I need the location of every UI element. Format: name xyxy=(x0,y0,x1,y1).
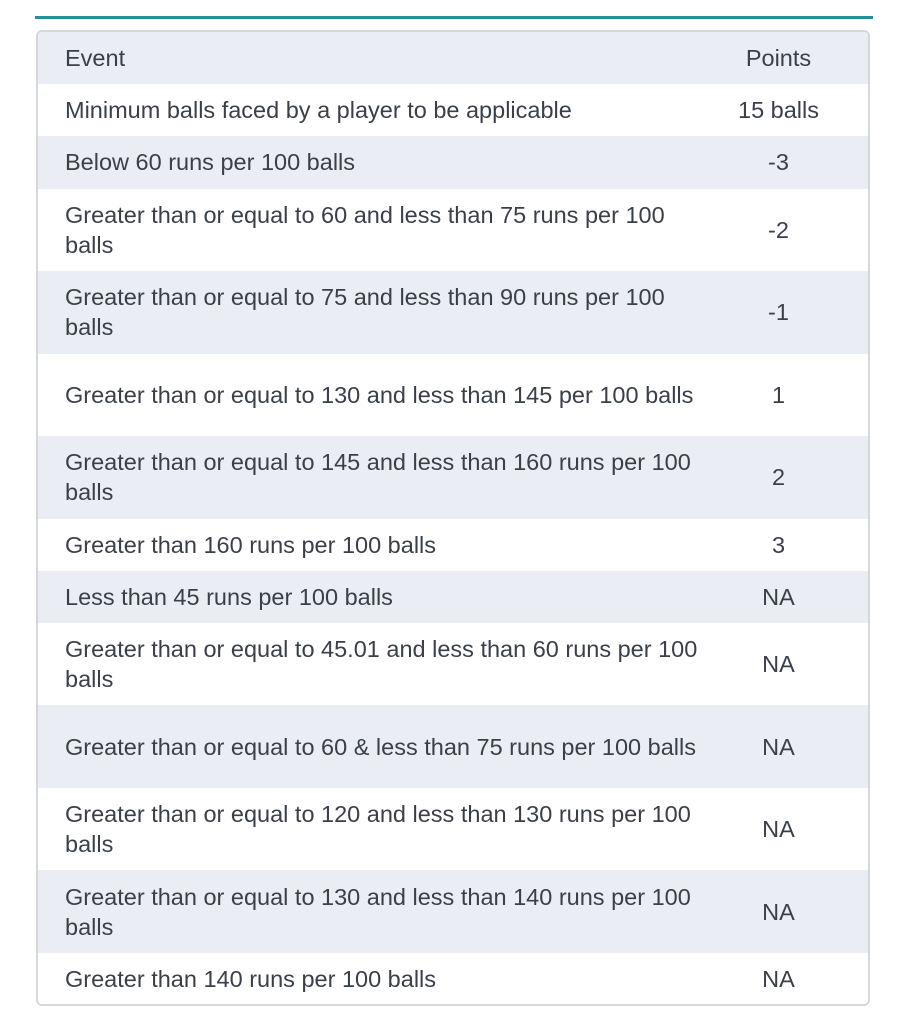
event-cell: Greater than or equal to 45.01 and less than 60 runs per 100 balls xyxy=(65,636,698,693)
table-row xyxy=(38,136,868,188)
points-cell: -3 xyxy=(768,149,789,176)
points-cell: NA xyxy=(762,651,795,678)
table-row xyxy=(38,271,868,354)
table-row xyxy=(38,953,868,1005)
table-row xyxy=(38,788,868,871)
points-cell: NA xyxy=(762,898,795,925)
event-cell: Greater than or equal to 60 and less than 75 runs per 100 balls xyxy=(65,201,665,258)
points-cell: 1 xyxy=(771,381,786,408)
table-row xyxy=(38,354,868,437)
event-cell: Minimum balls faced by a player to be applicable xyxy=(65,97,572,124)
points-cell: -2 xyxy=(768,216,789,243)
header-event: Event xyxy=(65,45,126,72)
event-cell: Greater than 140 runs per 100 balls xyxy=(65,966,437,993)
points-cell: -1 xyxy=(768,299,789,326)
header-points: Points xyxy=(745,45,812,72)
event-cell: Greater than or equal to 60 & less than 75 runs per 100 balls xyxy=(65,733,696,760)
points-cell: 2 xyxy=(771,464,786,491)
points-cell: NA xyxy=(762,966,795,993)
table-header-row xyxy=(38,32,868,84)
event-cell: Greater than or equal to 120 and less than 130 runs per 100 balls xyxy=(65,801,691,858)
event-cell: Greater than 160 runs per 100 balls xyxy=(65,531,437,558)
table-row xyxy=(38,519,868,571)
table-row xyxy=(38,571,868,623)
table-row xyxy=(38,705,868,788)
top-divider xyxy=(35,16,873,19)
points-cell: 3 xyxy=(771,531,786,558)
event-cell: Below 60 runs per 100 balls xyxy=(65,149,356,176)
event-cell: Greater than or equal to 130 and less than 140 runs per 100 balls xyxy=(65,883,691,940)
event-cell: Greater than or equal to 130 and less than 145 per 100 balls xyxy=(65,381,694,408)
table-row xyxy=(38,623,868,706)
points-cell: NA xyxy=(762,733,795,760)
table-row xyxy=(38,84,868,136)
points-cell: 15 balls xyxy=(738,97,819,124)
table-row xyxy=(38,436,868,519)
event-cell: Less than 45 runs per 100 balls xyxy=(65,583,393,610)
points-cell: NA xyxy=(762,583,795,610)
event-cell: Greater than or equal to 145 and less than 160 runs per 100 balls xyxy=(65,449,691,506)
table-row xyxy=(38,189,868,272)
event-cell: Greater than or equal to 75 and less than 90 runs per 100 balls xyxy=(65,284,665,341)
points-cell: NA xyxy=(762,816,795,843)
table-row xyxy=(38,870,868,953)
scoring-table xyxy=(38,32,868,1005)
scoring-table-container xyxy=(36,30,870,1006)
